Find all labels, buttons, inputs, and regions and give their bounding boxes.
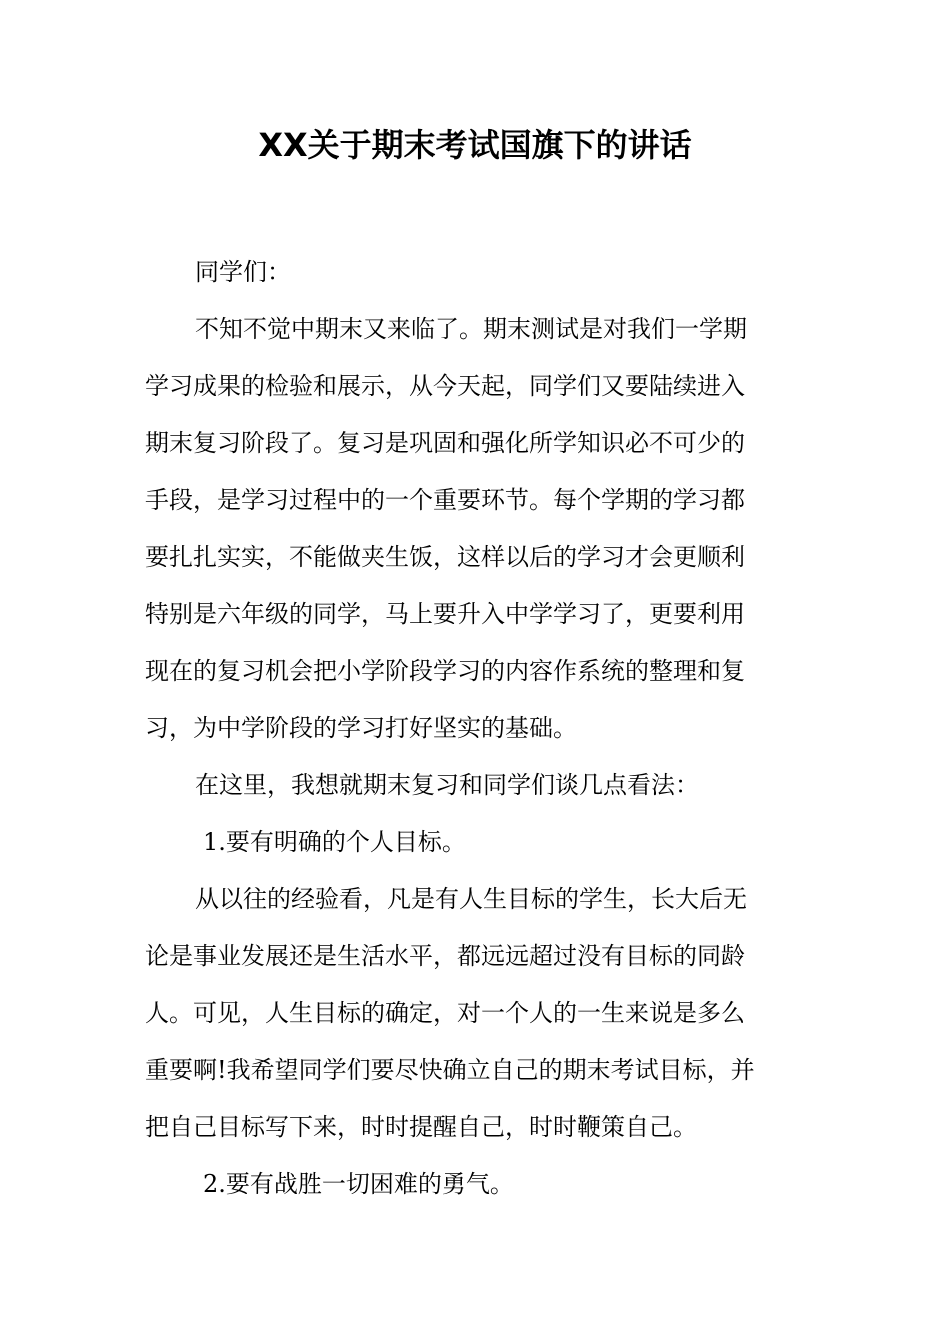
paragraph-line: 重要啊!我希望同学们要尽快确立自己的期末考试目标，并 [145, 1056, 755, 1084]
paragraph-line: 期末复习阶段了。复习是巩固和强化所学知识必不可少的 [145, 429, 745, 457]
paragraph-line: 手段，是学习过程中的一个重要环节。每个学期的学习都 [145, 486, 745, 514]
point-heading-2: 2.要有战胜一切困难的勇气。 [203, 1170, 514, 1198]
paragraph-line: 把自己目标写下来，时时提醒自己，时时鞭策自己。 [145, 1113, 697, 1141]
paragraph-line: 习，为中学阶段的学习打好坚实的基础。 [145, 714, 577, 742]
paragraph-line: 在这里，我想就期末复习和同学们谈几点看法： [195, 771, 699, 799]
document-title: XX关于期末考试国旗下的讲话 [258, 126, 692, 164]
paragraph-line: 要扎扎实实，不能做夹生饭，这样以后的学习才会更顺利 [145, 543, 745, 571]
paragraph-line: 不知不觉中期末又来临了。期末测试是对我们一学期 [195, 315, 747, 343]
paragraph-line: 特别是六年级的同学，马上要升入中学学习了，更要利用 [145, 600, 745, 628]
paragraph-line: 论是事业发展还是生活水平，都远远超过没有目标的同龄 [145, 942, 745, 970]
paragraph-line: 从以往的经验看，凡是有人生目标的学生，长大后无 [195, 885, 747, 913]
paragraph-line: 人。可见，人生目标的确定，对一个人的一生来说是多么 [145, 999, 745, 1027]
paragraph-line: 学习成果的检验和展示，从今天起，同学们又要陆续进入 [145, 372, 745, 400]
greeting: 同学们： [195, 258, 291, 286]
paragraph-line: 现在的复习机会把小学阶段学习的内容作系统的整理和复 [145, 657, 745, 685]
document-body [145, 244, 807, 1213]
point-heading-1: 1.要有明确的个人目标。 [203, 828, 466, 856]
